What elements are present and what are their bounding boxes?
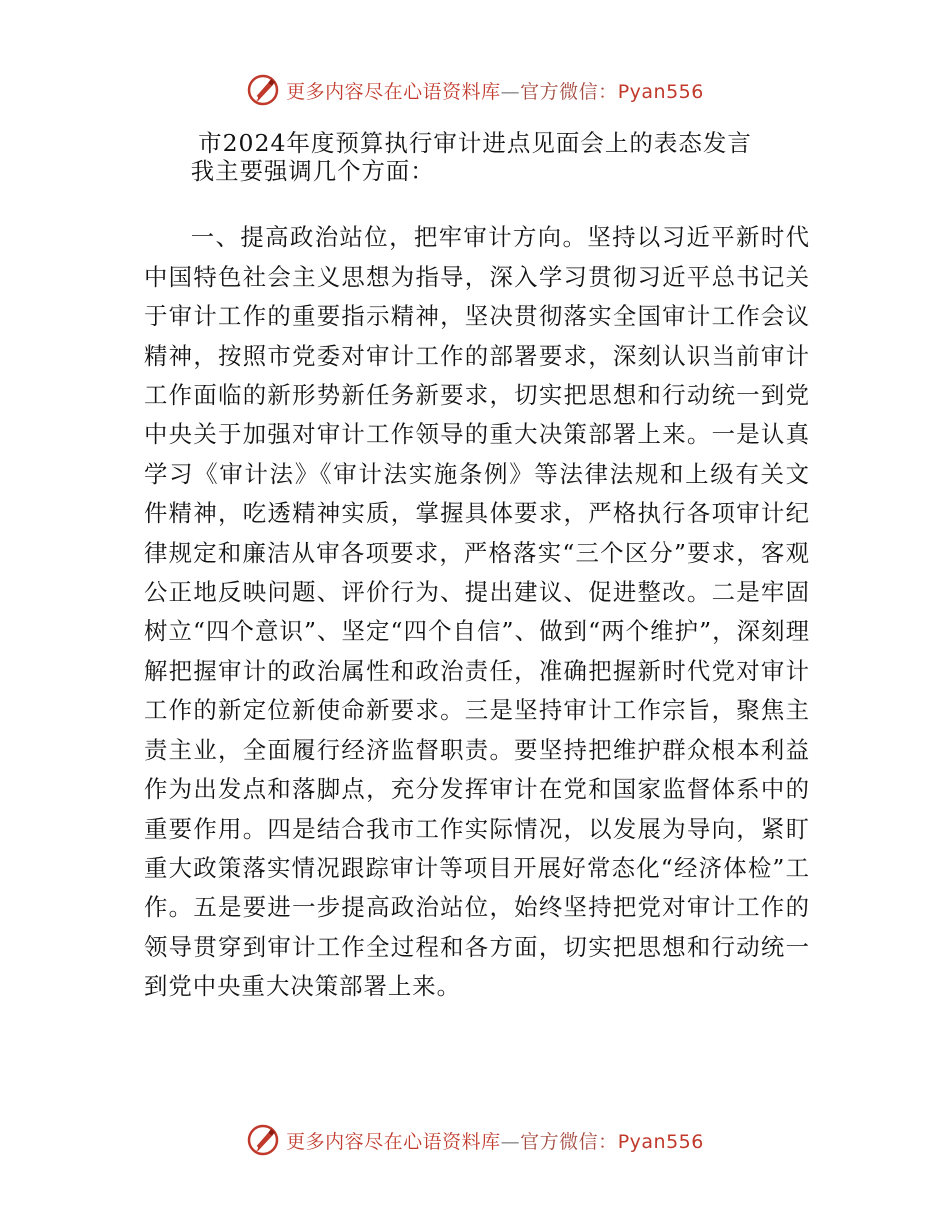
watermark-footer	[0, 1120, 950, 1160]
document-body	[144, 150, 810, 1007]
document-title: 市2024年度预算执行审计进点见面会上的表态发言	[198, 129, 752, 157]
intro-paragraph: 我主要强调几个方面：	[190, 157, 435, 185]
watermark-main: 更多内容尽在心语资料库	[286, 1130, 501, 1153]
watermark-text	[286, 77, 704, 104]
watermark-dash: —	[500, 80, 521, 103]
watermark-official: 官方微信：	[520, 80, 618, 103]
watermark-dash: —	[500, 1130, 521, 1153]
body-paragraph: 一、提高政治站位，把牢审计方向。坚持以习近平新时代中国特色社会主义思想为指导，深入学习贯彻习近平总书记关于审计工作的重要指示精神，坚决贯彻落实全国审计工作会议精神，按照市党委对审计工作的部署要求，深刻认识当前审计工作面临的新形势新任务新要求，切实把思想和行动统一到党中央关于加强对审计工作领导的重大决策部署上来。一是认真学习《审计法》《审计法实施条例》等法律法规和上级有关文件精神，吃透精神实质，掌握具体要求，严格执行各项审计纪律规定和廉洁从审各项要求，严格落实“三个区分”要求，客观公正地反映问题、评价行为、提出建议、促进整改。二是牢固树立“四个意识”、坚定“四个自信”、做到“两个维护”，深刻理解把握审计的政治属性和政治责任，准确把握新时代党对审计工作的新定位新使命新要求。三是坚持审计工作宗旨，聚焦主责主业，全面履行经济监督职责。要坚持把维护群众根本利益作为出发点和落脚点，充分发挥审计在党和国家监督体系中的重要作用。四是结合我市工作实际情况，以发展为导向，紧盯重大政策落实情况跟踪审计等项目开展好常态化“经济体检”工作。五是要进一步提高政治站位，始终坚持把党对审计工作的领导贯穿到审计工作全过程和各方面，切实把思想和行动统一到党中央重大决策部署上来。	[144, 223, 810, 1001]
pen-logo-icon	[246, 1123, 280, 1157]
watermark-main: 更多内容尽在心语资料库	[286, 80, 501, 103]
pen-logo-icon	[246, 73, 280, 107]
watermark-account: Pyan556	[617, 1130, 704, 1153]
watermark-account: Pyan556	[617, 80, 704, 103]
watermark-header	[0, 70, 950, 110]
watermark-text	[286, 1127, 704, 1154]
watermark-official: 官方微信：	[520, 1130, 618, 1153]
